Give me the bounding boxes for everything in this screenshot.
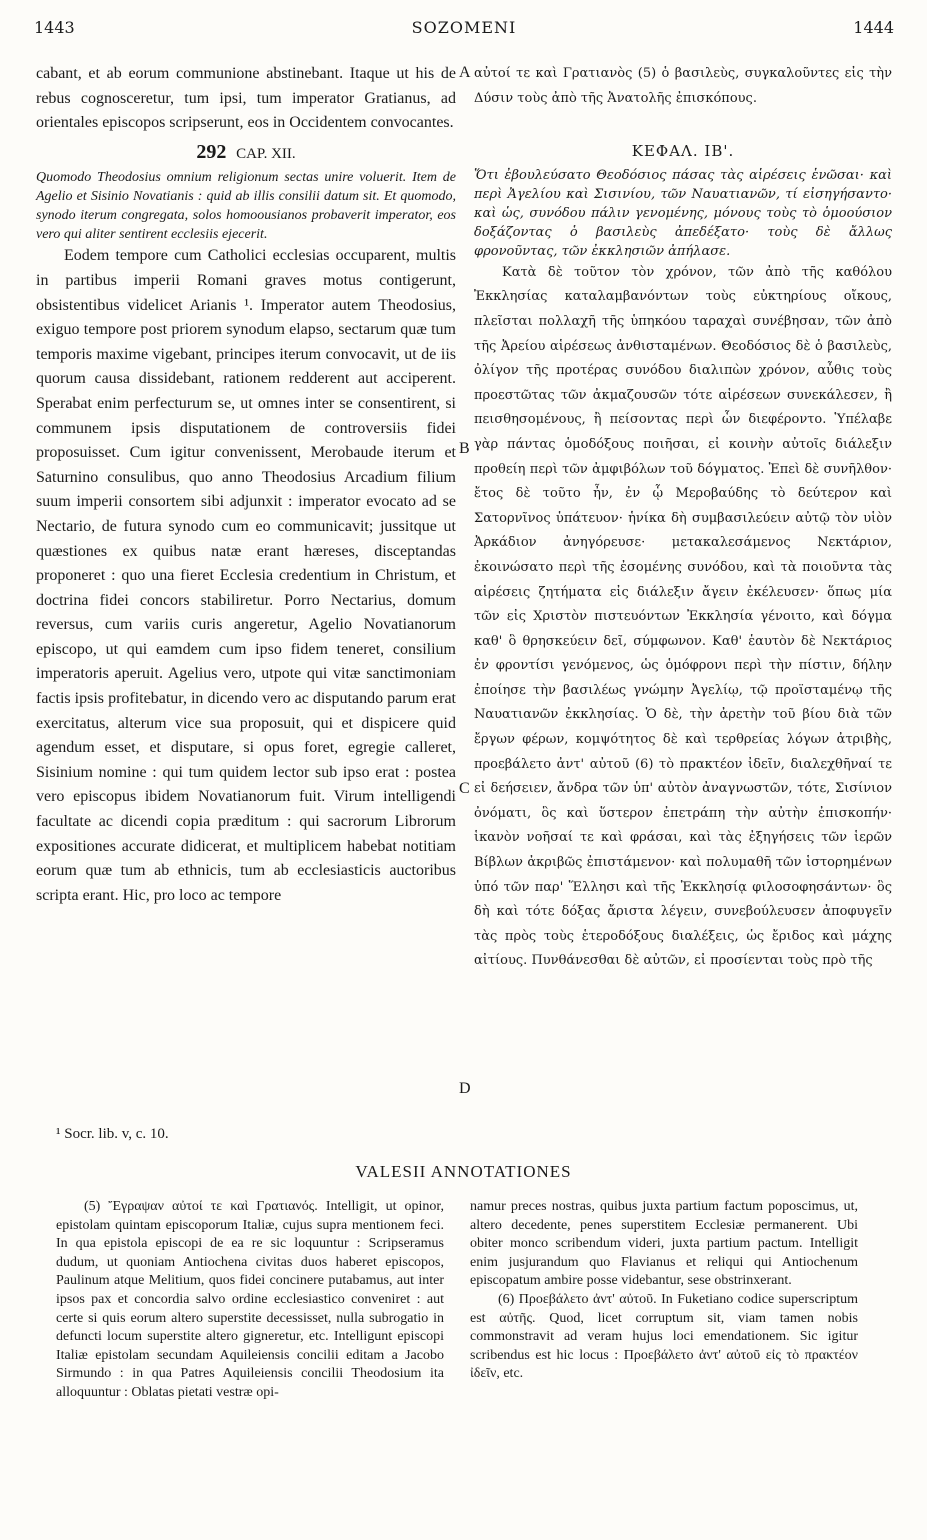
footnote: ¹ Socr. lib. v, c. 10.	[56, 1126, 169, 1142]
annotations-left-column	[56, 1198, 444, 1403]
latin-opening: cabant, et ab eorum communione abstinebant. Itaque ut his de rebus cognosceretur, tum ipsi, tum imperator Gratianus, ad orientales episcopos scripserunt, eos in Occidentem convocantes.	[36, 65, 456, 132]
left-page-number: 1443	[34, 18, 75, 37]
annotation-6: (6) Προεβάλετο ἀντ' αὐτοῦ. In Fuketiano codice superscriptum est αὐτῆς. Quod, licet corruptum sit, viam tamen nobis commonstravit ad veram hujus loci emendationem. Sic igitur scribendus est hic locus : Προεβάλετο ἀντ' αὐτοῦ εἰς τὸ πρακτέον ἰδεῖν, etc.	[470, 1291, 858, 1382]
greek-chapter-heading: ΚΕΦΑΛ. ΙΒ'.	[631, 142, 735, 161]
annotations-title: VALESII ANNOTATIONES	[355, 1162, 572, 1181]
greek-chapter-summary: Ὅτι ἐβουλεύσατο Θεοδόσιος πάσας τὰς αἱρέσεις ἑνῶσαι· καὶ περὶ Ἀγελίου καὶ Σισινίου, τῶν Ναυατιανῶν, τί εἰσηγήσαντο· καὶ ὡς, συνόδου πάλιν γενομένης, μόνους τοὺς τὸ ὁμοούσιον δοξάζοντας ὁ βασιλεὺς ἀπεδέξατο· τοὺς δὲ ἄλλως φρονοῦντας, τῶν ἐκκλησιῶν ἀπήλασε.	[474, 167, 892, 259]
latin-chapter-heading	[36, 140, 456, 167]
latin-chapter-summary: Quomodo Theodosius omnium religionum sectas unire voluerit. Item de Agelio et Sisinio Novatianis : quid ab illis consilii datum sit. Et quomodo, synodo iterum congregata, solos homoousianos probaverit imperator, eos vero qui aliter sentirent ecclesiis ejecerit.	[36, 170, 456, 243]
margin-letter-a: A	[459, 64, 471, 81]
latin-column	[36, 62, 456, 908]
margin-letter-b: B	[459, 440, 470, 457]
running-header	[34, 18, 894, 40]
greek-column	[474, 62, 892, 974]
annotation-5: (5) Ἔγραψαν αὐτοί τε καὶ Γρατιανός. Intelligit, ut opinor, epistolam quintam episcoporum Italiæ, cujus supra mentionem feci. In qua epistola episcopi de ea re sic loquuntur : Scripseramus dudum, ut quoniam Antiochena civitas duos haberet episcopos, Paulinum atque Melitium, quos fidei concinere putabamus, aut inter ipsos pax et concordia salvo ordine ecclesiastico conveniret : aut certe si quis eorum altero superstite decessisset, nulla subrogatio in defuncti locum superstite altero gigneretur, etc. Intelligunt episcopi Italiæ epistolam secundam Aquileiensis concilii editam a Jacobo Sirmundo : in qua Patres Aquileiensis concilii Theodosium ita alloquuntur : Oblatas pietati vestræ opi-	[56, 1199, 444, 1400]
annotations-right-column	[470, 1198, 858, 1384]
greek-body: Κατὰ δὲ τοῦτον τὸν χρόνον, τῶν ἀπὸ τῆς καθόλου Ἐκκλησίας καταλαμβανόντων τοὺς εὐκτηρίους οἴκους, πλεῖσται πολλαχῆ τῆς ὑπηκόου ταραχαὶ συνέβησαν, τῶν ἀπὸ τῆς Ἀρείου αἱρέσεως ἀνθισταμένων. Θεοδόσιος δὲ ὁ βασιλεὺς, ὀλίγον τῆς προτέρας συνόδου διαλιπὼν χρόνον, αὖθις τοὺς προεστῶτας τῶν ἀκμαζουσῶν τότε αἱρέσεων συνεκάλεσεν, ἢ πεισθησομένους, ἢ πείσοντας περὶ ὧν διεφέροντο. Ὑπέλαβε γὰρ πάντας ὁμοδόξους ποιῆσαι, εἰ κοινὴν αὐτοῖς διάλεξιν προθείη περὶ τῶν ἀμφιβόλων τοῦ δόγματος. Ἐπεὶ δὲ συνῆλθον· ἔτος δὲ τοῦτο ἦν, ἐν ᾧ Μεροβαύδης τὸ δεύτερον καὶ Σατορνῖνος ὑπάτευον· ἡνίκα δὴ συμβασιλεύειν αὐτῷ τὸν υἱὸν Ἀρκάδιον ἀνηγόρευσε· μετακαλεσάμενος Νεκτάριον, ἐκοινώσατο περὶ τῆς ἐσομένης συνόδου, καὶ τὰ ποιοῦντα τὰς αἱρέσεις ζητήματα εἰς διάλεξιν ἄγειν ἐκέλευσεν· ὅπως μία τῶν εἰς Χριστὸν πιστευόντων Ἐκκλησία γένοιτο, καὶ δόγμα καθ' ὃ θρησκεύειν δεῖ, σύμφωνον. Καθ' ἑαυτὸν δὲ Νεκτάριος ἐν φροντίσι γενόμενος, ὡς ὁμόφρονι περὶ τὴν πίστιν, δήλην ἐποίησε τὴν βασιλέως γνώμην Ἀγελίῳ, τῷ προϊσταμένῳ τῆς Ναυατιανῶν ἐκκλησίας. Ὁ δὲ, τὴν ἀρετὴν τοῦ βίου διὰ τῶν ἔργων φέρων, κομψότητος δὲ καὶ τερθρείας λόγων ἀτριβὴς, προεβάλετο ἀντ' αὐτοῦ (6) τὸ πρακτέον ἰδεῖν, διαλεχθῆναί τε εἰ δεήσειεν, ἄνδρα τῶν ὑπ' αὐτὸν ἀναγνωστῶν, τότε, Σισίνιον ὀνόματι, ὃς καὶ ὕστερον ἐπετράπη τὴν αὐτὴν ἐπισκοπήν· ἱκανὸν νοῆσαί τε καὶ φράσαι, καὶ τὰς ἐξηγήσεις τῶν ἱερῶν Βίβλων ἀκριβῶς ἐπιστάμενον· καὶ πολυμαθῆ τῶν ἱστορημένων ὑπό τῶν παρ' Ἕλλησι καὶ τῆς Ἐκκλησίᾳ φιλοσοφησάντων· ὃς δὴ καὶ τότε δόξας ἄριστα λέγειν, συνεβούλευσεν ἀποφυγεῖν τὰς πρὸς τοὺς ἑτεροδόξους διαλέξεις, ὡς ἔριδος καὶ μάχης αἰτίους. Πυνθάνεσθαι δὲ αὐτῶν, εἰ προσίενται τοὺς πρὸ τῆς	[474, 264, 892, 969]
annotation-5-continued: namur preces nostras, quibus juxta partium factum poposcimus, ut, altero decedente, penes superstitem Ecclesiæ permanerent. Ubi obiter monco scribendum videri, juxta partium pactum. Intelligit enim jusjurandum quo Flavianus et reliqui qui Antiochenum episcopatum ambire posse videbantur, sese obstrinxerant.	[470, 1199, 858, 1289]
right-page-number: 1444	[853, 18, 894, 37]
latin-body: Eodem tempore cum Catholici ecclesias occuparent, multis in partibus imperii Romani graves motus contigerunt, obsistentibus videlicet Arianis ¹. Imperator autem Theodosius, exiguo tempore post priorem synodum elapso, sectarum quæ tum temporis maxime vigebant, principes iterum convocavit, ut de iis quorum causa dissidebant, rationem redderent aut acciperent. Sperabat enim perfecturum se, ut omnes inter se consentirent, si communem ipsis disputationem de controversiis fidei proposuisset. Cum igitur convenissent, Merobaude iterum et Saturnino consulibus, quo anno Theodosius Arcadium filium suum imperii consortem sibi adjunxit : imperator evocato ad se Nectario, de futura synodo cum eo communicavit; jussitque ut quæstiones ex quibus natæ erant hæreses, disceptandas proponeret : quo una fieret Ecclesia credentium in Christum, et doctrina fidei concors stabiliretur. Porro Nectarius, domum reversus, cum variis curis angeretur, Agelio Novatianorum episcopo, ut qui eamdem cum ipso fidem teneret, consilium imperatoris aperuit. Agelius vero, utpote qui vitæ sanctimoniam factis ipsis profitebatur, in dicendo vero ac disputando parum erat exercitatus, alterum vice sua proposuit, qui et dispicere quid agendum esset, et disputare, si opus foret, egregie calleret, Sisinium nomine : qui tum quidem lector sub ipso erat : postea vero episcopus ibidem Novatianorum fuit. Virum intelligendi facultate ac dicendi copia præditum : qui sacrorum Librorum expositiones accurate didicerat, et multiplicem habebat notitiam eorum quæ tum ab ethnicis, tum ab ecclesiasticis auctoribus scripta erant. Hic, pro loco ac tempore	[36, 247, 456, 904]
latin-chapter-label: CAP. XII.	[236, 145, 296, 162]
margin-letter-c: C	[459, 780, 470, 797]
greek-opening: αὐτοί τε καὶ Γρατιανὸς (5) ὁ βασιλεὺς, συγκαλοῦντες εἰς τὴν Δύσιν τοὺς ἀπὸ τῆς Ἀνατολῆς ἐπισκόπους.	[474, 66, 892, 106]
margin-letter-d: D	[459, 1080, 471, 1097]
running-title: SOZOMENI	[411, 18, 517, 37]
chapter-number: 292	[196, 140, 227, 163]
